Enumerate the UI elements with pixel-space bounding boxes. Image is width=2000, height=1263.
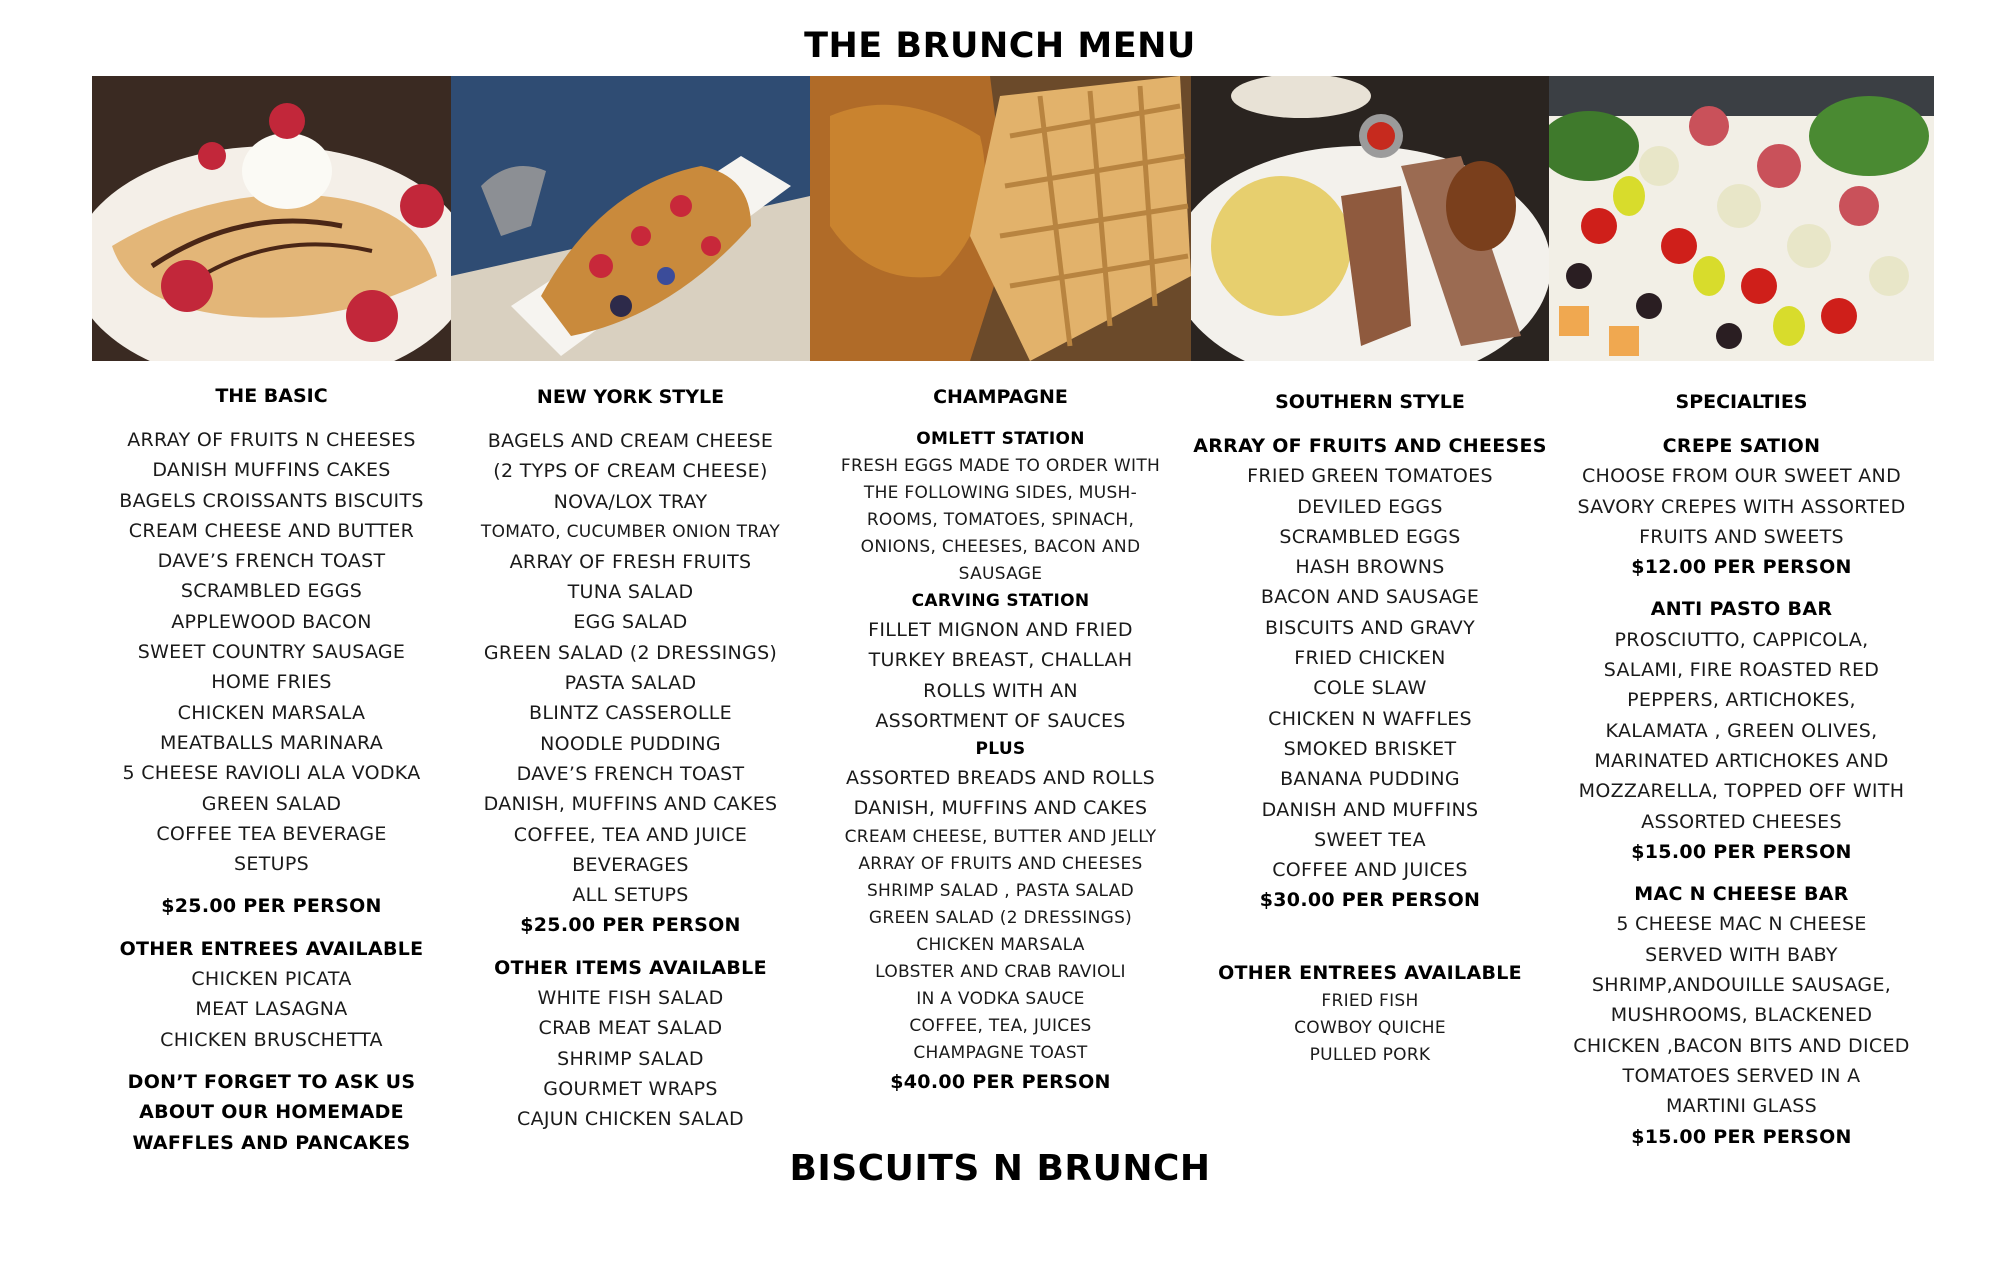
menu-item: ONIONS, CHEESES, BACON AND	[860, 537, 1141, 557]
section-line: MOZZARELLA, TOPPED OFF WITH	[1578, 780, 1905, 803]
section-heading: CREPE SATION	[1662, 435, 1821, 457]
section-line: PEPPERS, ARTICHOKES,	[1627, 689, 1856, 712]
column-heading: THE BASIC	[215, 385, 328, 407]
omelet-station-heading: OMLETT STATION	[916, 429, 1085, 449]
menu-item: DEVILED EGGS	[1297, 495, 1443, 518]
menu-item: SHRIMP SALAD	[557, 1047, 704, 1070]
menu-item: SETUPS	[234, 853, 309, 876]
column-heading: CHAMPAGNE	[933, 386, 1068, 408]
menu-item: COFFEE, TEA AND JUICE	[513, 823, 748, 846]
menu-item: GREEN SALAD	[201, 792, 342, 815]
menu-item: HASH BROWNS	[1295, 556, 1445, 579]
menu-item: GREEN SALAD (2 DRESSINGS)	[868, 907, 1133, 928]
menu-item: GREEN SALAD (2 DRESSINGS)	[483, 641, 778, 664]
specialty-crepe-station	[1549, 431, 1934, 582]
price: $15.00 PER PERSON	[1631, 840, 1852, 863]
menu-item: FRIED CHICKEN	[1294, 647, 1446, 670]
menu-column-southern-style	[1191, 391, 1549, 1069]
section-heading: ANTI PASTO BAR	[1650, 598, 1833, 621]
menu-item: TOMATO, CUCUMBER ONION TRAY	[480, 521, 781, 542]
section-line: CHOOSE FROM OUR SWEET AND	[1581, 465, 1902, 488]
column-heading: SPECIALTIES	[1675, 391, 1808, 413]
note-line: DON’T FORGET TO ASK US	[127, 1070, 416, 1093]
menu-item: ROLLS WITH AN	[923, 679, 1078, 702]
section-line: 5 CHEESE MAC N CHEESE	[1616, 913, 1867, 936]
menu-title: THE BRUNCH MENU	[804, 26, 1196, 66]
menu-item: FRESH EGGS MADE TO ORDER WITH	[840, 456, 1161, 476]
menu-item: CRAB MEAT SALAD	[538, 1017, 723, 1040]
menu-item: DAVE’S FRENCH TOAST	[516, 762, 745, 785]
price: $30.00 PER PERSON	[1259, 889, 1481, 912]
extra-heading: OTHER ENTREES AVAILABLE	[1218, 961, 1522, 984]
section-line: SALAMI, FIRE ROASTED RED	[1603, 659, 1880, 682]
crepes-with-raspberries-photo	[92, 76, 451, 361]
menu-item: BANANA PUDDING	[1280, 768, 1460, 791]
section-line: FRUITS AND SWEETS	[1639, 525, 1844, 548]
menu-item: IN A VODKA SAUCE	[916, 988, 1085, 1009]
menu-item: CHAMPAGNE TOAST	[913, 1042, 1088, 1063]
menu-item: GOURMET WRAPS	[543, 1077, 718, 1100]
section-line: SHRIMP,ANDOUILLE SAUSAGE,	[1591, 974, 1892, 997]
menu-item: FRIED GREEN TOMATOES	[1247, 465, 1493, 488]
column-heading: NEW YORK STYLE	[536, 386, 725, 408]
plus-heading: PLUS	[975, 739, 1026, 760]
menu-item: TUNA SALAD	[567, 581, 694, 604]
menu-item: THE FOLLOWING SIDES, MUSH-	[863, 483, 1138, 503]
section-line: KALAMATA , GREEN OLIVES,	[1605, 719, 1878, 742]
menu-item: SAUSAGE	[958, 564, 1043, 584]
menu-item: FRIED FISH	[1321, 991, 1419, 1012]
menu-item: COWBOY QUICHE	[1294, 1018, 1446, 1039]
menu-item: ARRAY OF FRESH FRUITS	[509, 550, 752, 573]
section-line: SERVED WITH BABY	[1645, 943, 1838, 966]
extra-heading: OTHER ITEMS AVAILABLE	[494, 956, 767, 979]
menu-item: 5 CHEESE RAVIOLI ALA VODKA	[122, 762, 421, 785]
menu-item: COFFEE TEA BEVERAGE	[156, 822, 387, 845]
menu-item: EGG SALAD	[573, 611, 688, 634]
menu-item: BACON AND SAUSAGE	[1260, 586, 1480, 609]
price: $25.00 PER PERSON	[161, 895, 382, 918]
menu-item: BAGELS CROISSANTS BISCUITS	[119, 489, 424, 512]
menu-item: MEATBALLS MARINARA	[159, 731, 384, 754]
section-line: MUSHROOMS, BLACKENED	[1610, 1004, 1873, 1027]
menu-item: ALL SETUPS	[572, 884, 689, 907]
menu-item: ARRAY OF FRUITS AND CHEESES	[858, 853, 1143, 874]
note-line: ABOUT OUR HOMEMADE	[139, 1101, 404, 1124]
section-line: MARINATED ARTICHOKES AND	[1594, 749, 1889, 772]
menu-item: CAJUN CHICKEN SALAD	[517, 1108, 744, 1131]
menu-item: DAVE’S FRENCH TOAST	[157, 550, 386, 573]
menu-item: CHICKEN N WAFFLES	[1268, 707, 1472, 730]
menu-item: SHRIMP SALAD , PASTA SALAD	[866, 880, 1135, 901]
menu-item: COFFEE, TEA, JUICES	[909, 1015, 1092, 1036]
section-heading: MAC N CHEESE BAR	[1634, 883, 1849, 906]
scrambled-eggs-and-toast-photo	[1191, 76, 1549, 361]
menu-item: TURKEY BREAST, CHALLAH	[868, 649, 1133, 672]
menu-column-new-york-style	[451, 386, 810, 1135]
menu-item: PULLED PORK	[1309, 1045, 1431, 1066]
menu-item: DANISH AND MUFFINS	[1261, 798, 1479, 821]
menu-item: BLINTZ CASSEROLLE	[529, 702, 732, 725]
antipasto-skewers-photo	[1549, 76, 1934, 361]
price: $25.00 PER PERSON	[520, 914, 741, 937]
item-list	[92, 425, 451, 879]
menu-column-champagne	[810, 386, 1191, 1097]
menu-item: SCRAMBLED EGGS	[1279, 525, 1461, 548]
column-heading: SOUTHERN STYLE	[1275, 391, 1465, 413]
section-line: PROSCIUTTO, CAPPICOLA,	[1614, 628, 1869, 651]
menu-item: BEVERAGES	[572, 853, 689, 876]
specialty-antipasto-bar	[1549, 594, 1934, 867]
note-line: WAFFLES AND PANCAKES	[132, 1131, 411, 1154]
menu-item: COFFEE AND JUICES	[1272, 859, 1468, 882]
menu-item: CHICKEN MARSALA	[916, 934, 1085, 955]
specialty-mac-n-cheese-bar	[1549, 879, 1934, 1152]
menu-item: CHICKEN MARSALA	[177, 701, 366, 724]
menu-item: BAGELS AND CREAM CHEESE	[487, 430, 774, 452]
menu-item: FILLET MIGNON AND FRIED	[868, 619, 1133, 641]
menu-item: DANISH MUFFINS CAKES	[152, 459, 391, 482]
menu-item: BISCUITS AND GRAVY	[1264, 616, 1475, 639]
restaurant-name-footer: BISCUITS N BRUNCH	[789, 1148, 1211, 1189]
carving-station-heading: CARVING STATION	[911, 591, 1090, 611]
menu-item: DANISH, MUFFINS AND CAKES	[483, 793, 778, 816]
menu-item: CREAM CHEESE, BUTTER AND JELLY	[844, 826, 1157, 847]
menu-item: ROOMS, TOMATOES, SPINACH,	[866, 510, 1135, 530]
menu-item: CHICKEN BRUSCHETTA	[160, 1028, 383, 1051]
menu-item: LOBSTER AND CRAB RAVIOLI	[875, 961, 1126, 982]
menu-item: SWEET TEA	[1314, 828, 1426, 851]
menu-item: MEAT LASAGNA	[195, 998, 348, 1021]
lead-item: ARRAY OF FRUITS AND CHEESES	[1193, 435, 1547, 457]
menu-item: WHITE FISH SALAD	[537, 987, 724, 1010]
menu-item: CHICKEN PICATA	[191, 968, 352, 991]
french-toast-with-berries-photo	[451, 76, 810, 361]
menu-column-the-basic	[92, 385, 451, 1158]
menu-item: PASTA SALAD	[564, 672, 697, 695]
menu-item: (2 TYPS OF CREAM CHEESE)	[493, 460, 768, 483]
menu-item: ASSORTED BREADS AND ROLLS	[846, 767, 1155, 790]
menu-item: HOME FRIES	[211, 671, 332, 694]
chicken-and-waffles-photo	[810, 76, 1191, 361]
price: $12.00 PER PERSON	[1631, 556, 1852, 579]
menu-item: NOVA/LOX TRAY	[553, 490, 708, 513]
menu-item: SCRAMBLED EGGS	[180, 580, 363, 603]
extra-heading: OTHER ENTREES AVAILABLE	[119, 937, 424, 960]
menu-column-specialties	[1549, 391, 1934, 1152]
menu-item: ASSORTMENT OF SAUCES	[875, 709, 1126, 732]
price: $40.00 PER PERSON	[890, 1070, 1111, 1093]
menu-item: SMOKED BRISKET	[1283, 737, 1457, 760]
section-line: CHICKEN ,BACON BITS AND DICED	[1573, 1034, 1910, 1057]
price: $15.00 PER PERSON	[1631, 1125, 1852, 1148]
section-line: MARTINI GLASS	[1665, 1095, 1818, 1118]
menu-item: SWEET COUNTRY SAUSAGE	[137, 641, 406, 664]
menu-item: APPLEWOOD BACON	[171, 610, 372, 633]
menu-item: DANISH, MUFFINS AND CAKES	[853, 797, 1148, 820]
section-line: ASSORTED CHEESES	[1641, 810, 1842, 833]
menu-item: COLE SLAW	[1313, 677, 1427, 700]
section-line: SAVORY CREPES WITH ASSORTED	[1577, 495, 1906, 518]
menu-item: NOODLE PUDDING	[540, 732, 721, 755]
menu-item: CREAM CHEESE AND BUTTER	[128, 519, 415, 542]
section-line: TOMATOES SERVED IN A	[1622, 1064, 1861, 1087]
menu-item: ARRAY OF FRUITS N CHEESES	[127, 429, 416, 451]
